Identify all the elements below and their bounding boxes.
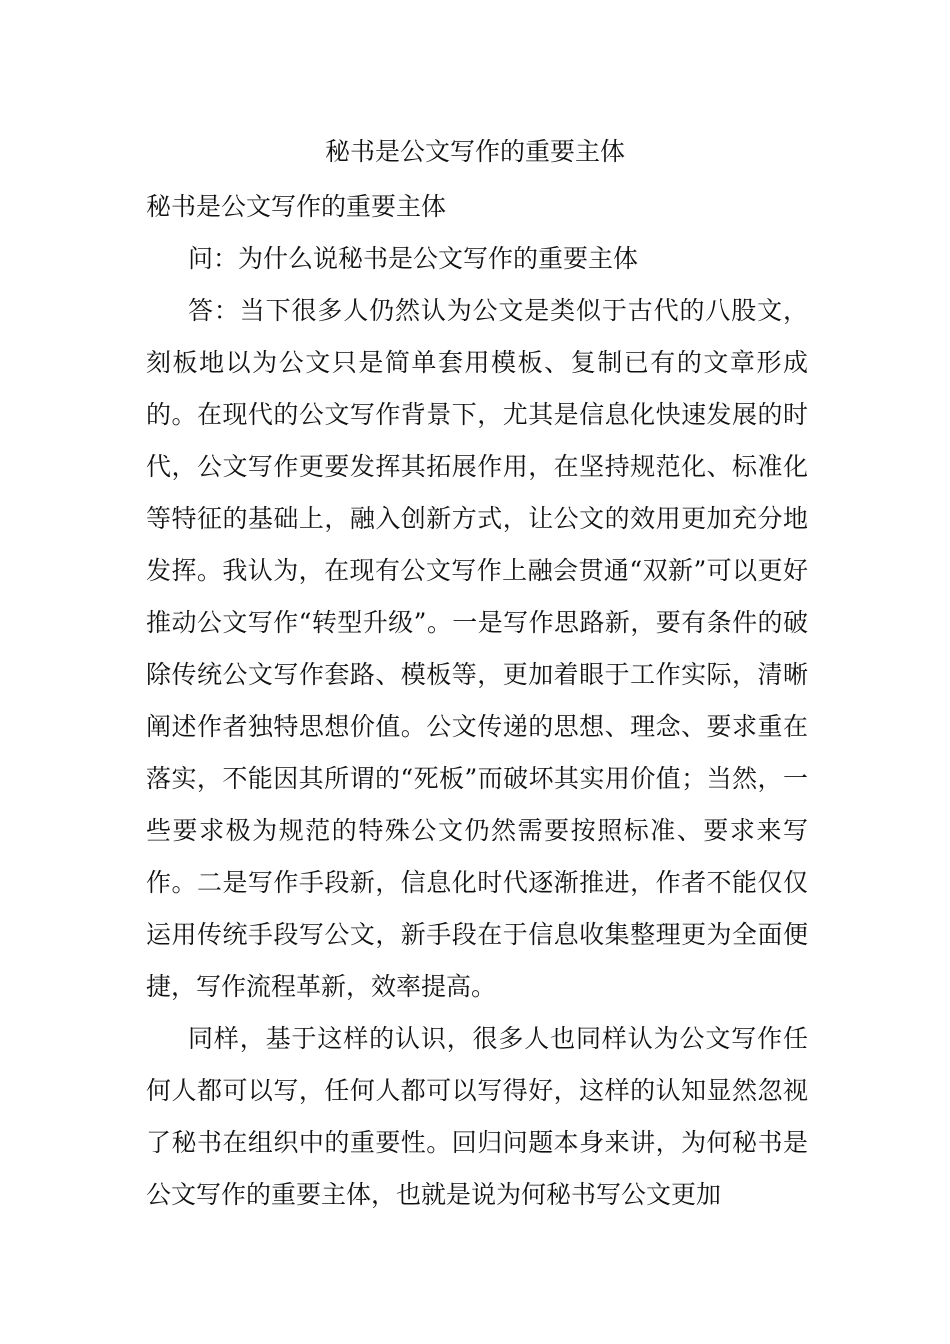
- body-paragraph-2: 同样，基于这样的认识，很多人也同样认为公文写作任何人都可以写，任何人都可以写得好，这样的认知显然忽视了秘书在组织中的重要性。回归问题本身来讲，为何秘书是公文写作的重要主体，也就是说为何秘书写公文更加: [146, 1024, 808, 1209]
- answer-paragraph: 答：当下很多人仍然认为公文是类似于古代的八股文，刻板地以为公文只是简单套用模板、复制已有的文章形成的。在现代的公文写作背景下，尤其是信息化快速发展的时代，公文写作更要发挥其拓展作用，在坚持规范化、标准化等特征的基础上，融入创新方式，让公文的效用更加充分地发挥。我认为，在现有公文写作上融会贯通“双新”可以更好推动公文写作“转型升级”。一是写作思路新，要有条件的破除传统公文写作套路、模板等，更加着眼于工作实际，清晰阐述作者独特思想价值。公文传递的思想、理念、要求重在落实，不能因其所谓的“死板”而破坏其实用价值；当然，一些要求极为规范的特殊公文仍然需要按照标准、要求来写作。二是写作手段新，信息化时代逐渐推进，作者不能仅仅运用传统手段写公文，新手段在于信息收集整理更为全面便捷，写作流程革新，效率提高。: [146, 296, 808, 1001]
- document-title: 秘书是公文写作的重要主体: [324, 137, 625, 166]
- document-body: [146, 181, 808, 1221]
- document-subtitle: 秘书是公文写作的重要主体: [146, 192, 447, 221]
- question-paragraph: 问：为什么说秘书是公文写作的重要主体: [188, 244, 639, 273]
